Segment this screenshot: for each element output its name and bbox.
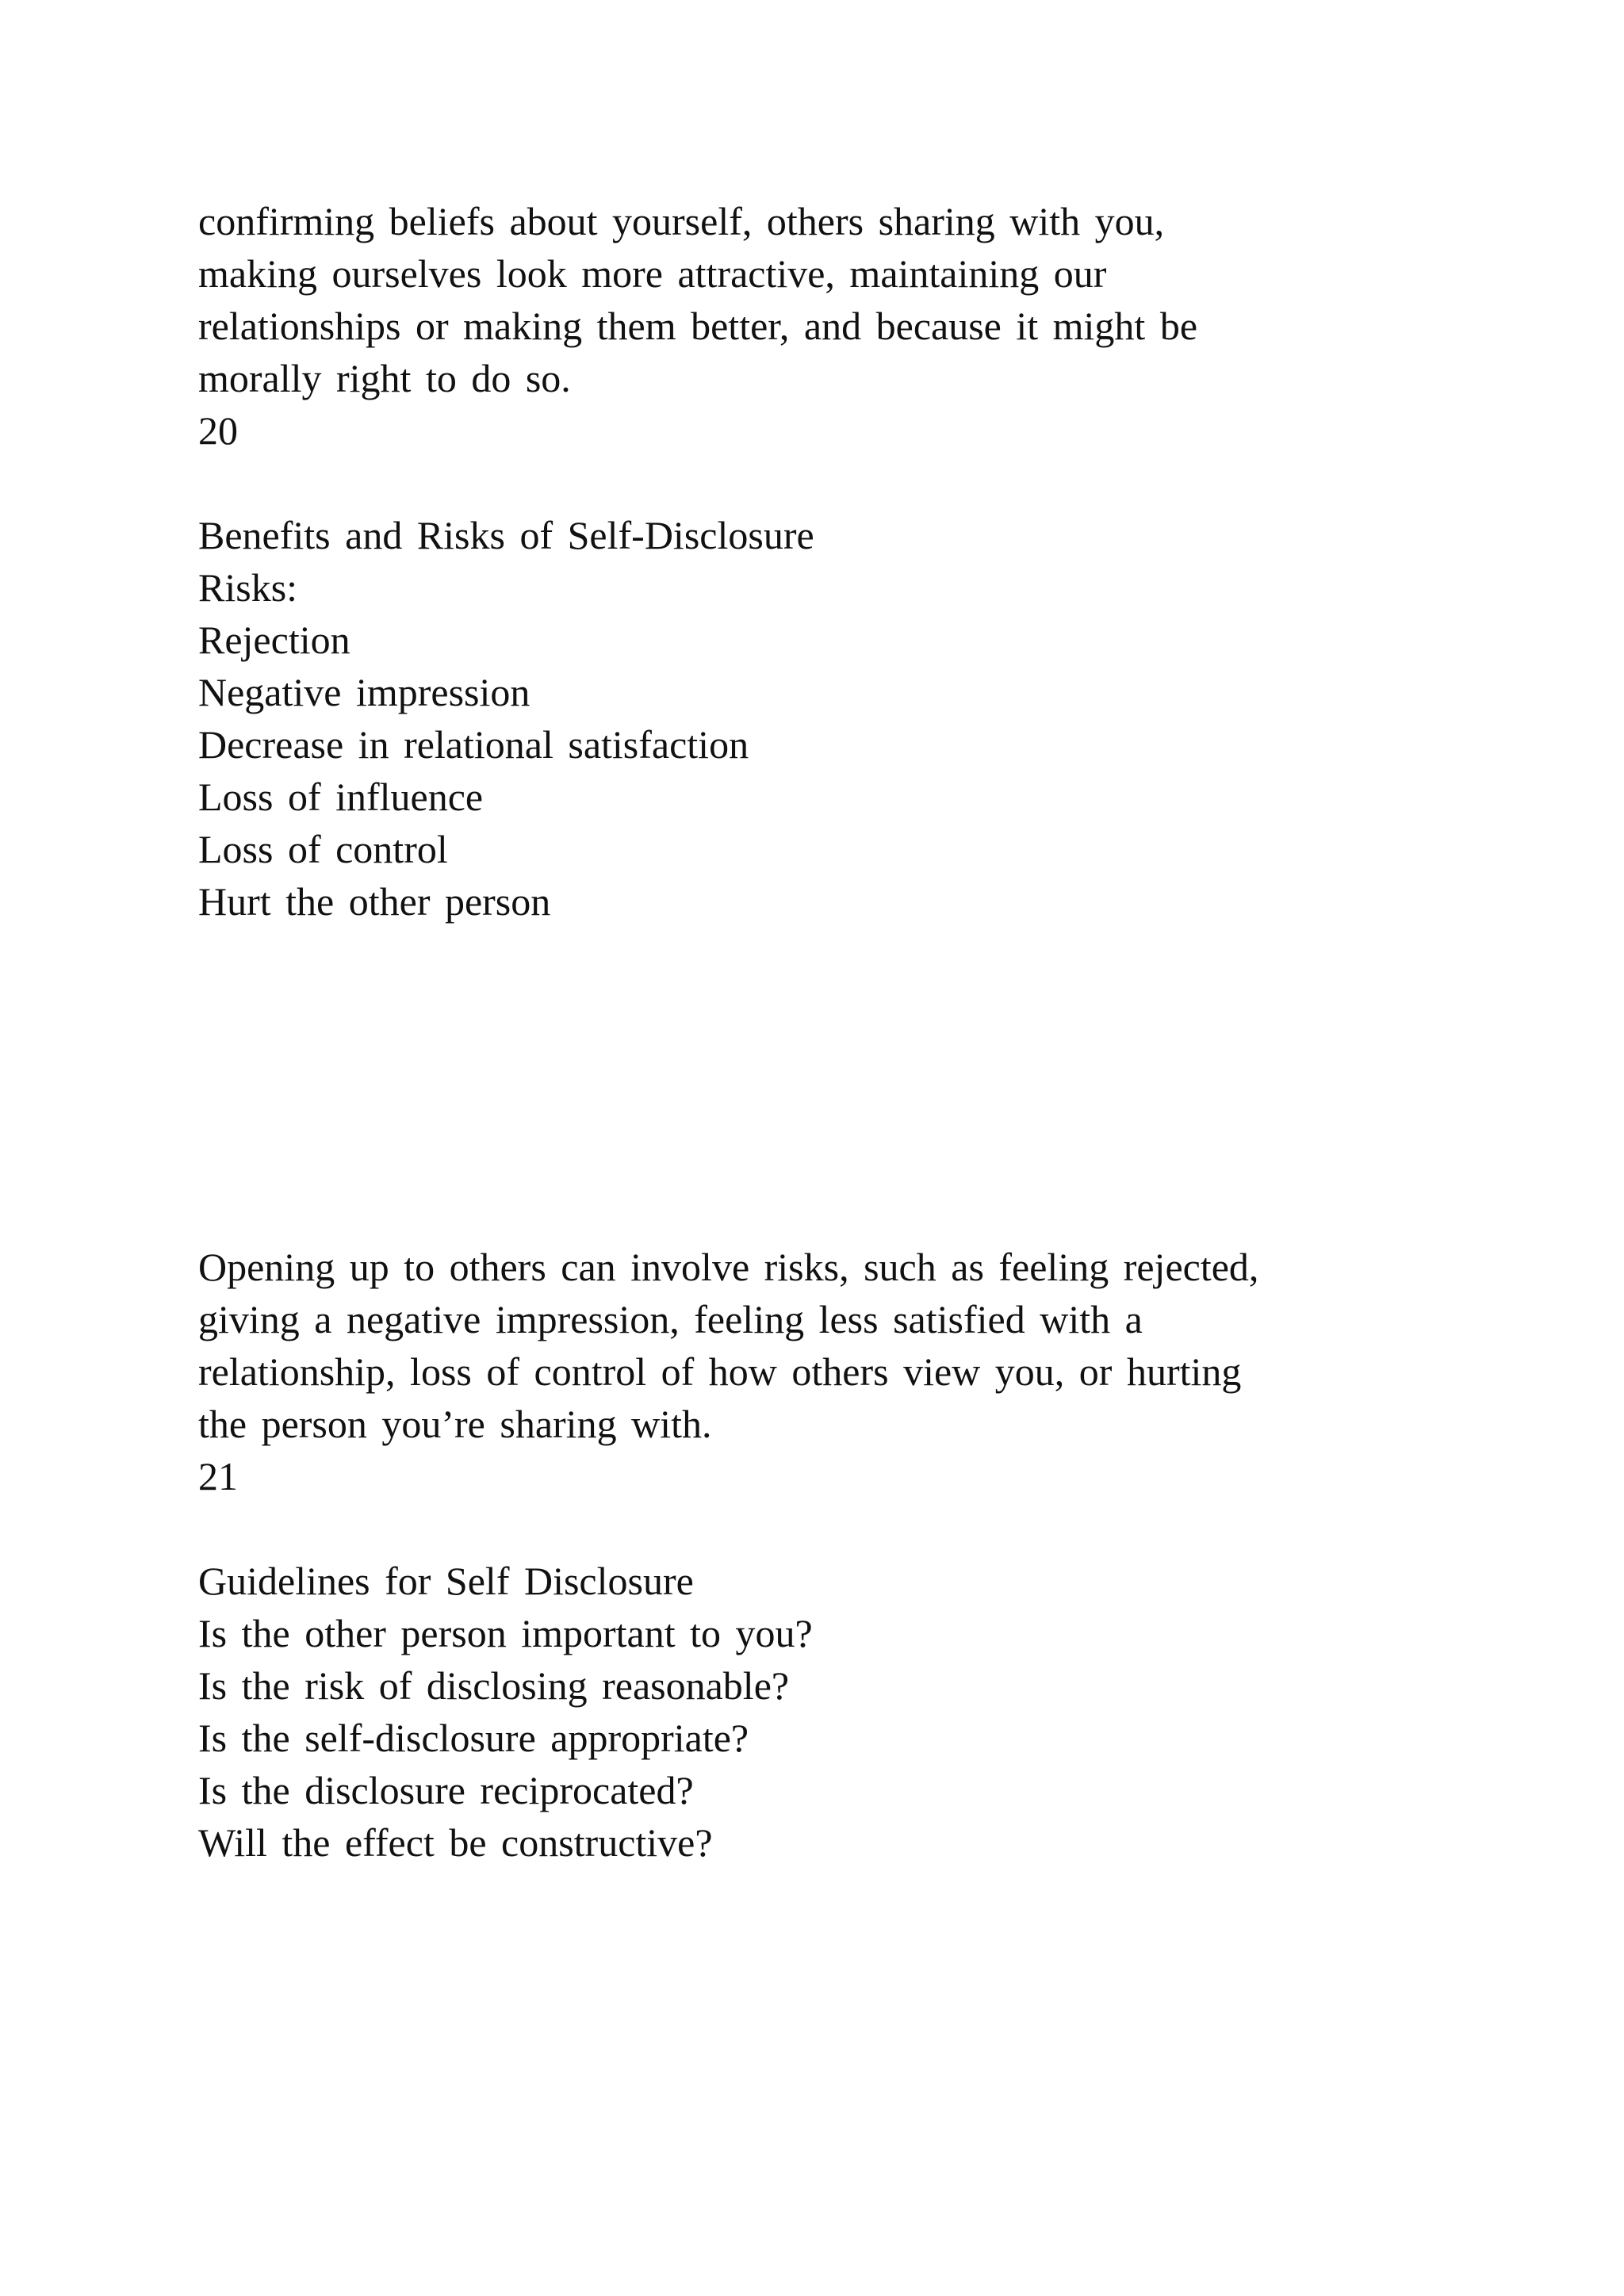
list-item: Hurt the other person bbox=[198, 879, 551, 924]
list-item: Decrease in relational satisfaction bbox=[198, 722, 749, 767]
paragraph-line: Opening up to others can involve risks, such as feeling rejected, bbox=[198, 1245, 1259, 1289]
list-item: Rejection bbox=[198, 618, 350, 662]
list-item: Loss of control bbox=[198, 827, 448, 871]
section-heading: Guidelines for Self Disclosure bbox=[198, 1559, 694, 1603]
paragraph-line: making ourselves look more attractive, maintaining our bbox=[198, 251, 1107, 296]
list-item: Will the effect be constructive? bbox=[198, 1820, 713, 1865]
slide-number: 20 bbox=[198, 408, 238, 453]
paragraph-line: relationship, loss of control of how others view you, or hurting bbox=[198, 1349, 1242, 1394]
list-item: Negative impression bbox=[198, 670, 530, 714]
list-item: Is the disclosure reciprocated? bbox=[198, 1768, 694, 1812]
section-subheading: Risks: bbox=[198, 565, 298, 610]
list-item: Loss of influence bbox=[198, 775, 484, 819]
paragraph-line: giving a negative impression, feeling less satisfied with a bbox=[198, 1297, 1143, 1341]
list-item: Is the self-disclosure appropriate? bbox=[198, 1716, 749, 1760]
paragraph-line: the person you’re sharing with. bbox=[198, 1402, 712, 1446]
section-heading: Benefits and Risks of Self-Disclosure bbox=[198, 513, 814, 557]
paragraph-line: confirming beliefs about yourself, others sharing with you, bbox=[198, 199, 1165, 243]
list-item: Is the risk of disclosing reasonable? bbox=[198, 1663, 790, 1708]
list-item: Is the other person important to you? bbox=[198, 1611, 813, 1655]
slide-number: 21 bbox=[198, 1454, 238, 1498]
paragraph-line: morally right to do so. bbox=[198, 356, 571, 400]
paragraph-line: relationships or making them better, and because it might be bbox=[198, 304, 1198, 348]
